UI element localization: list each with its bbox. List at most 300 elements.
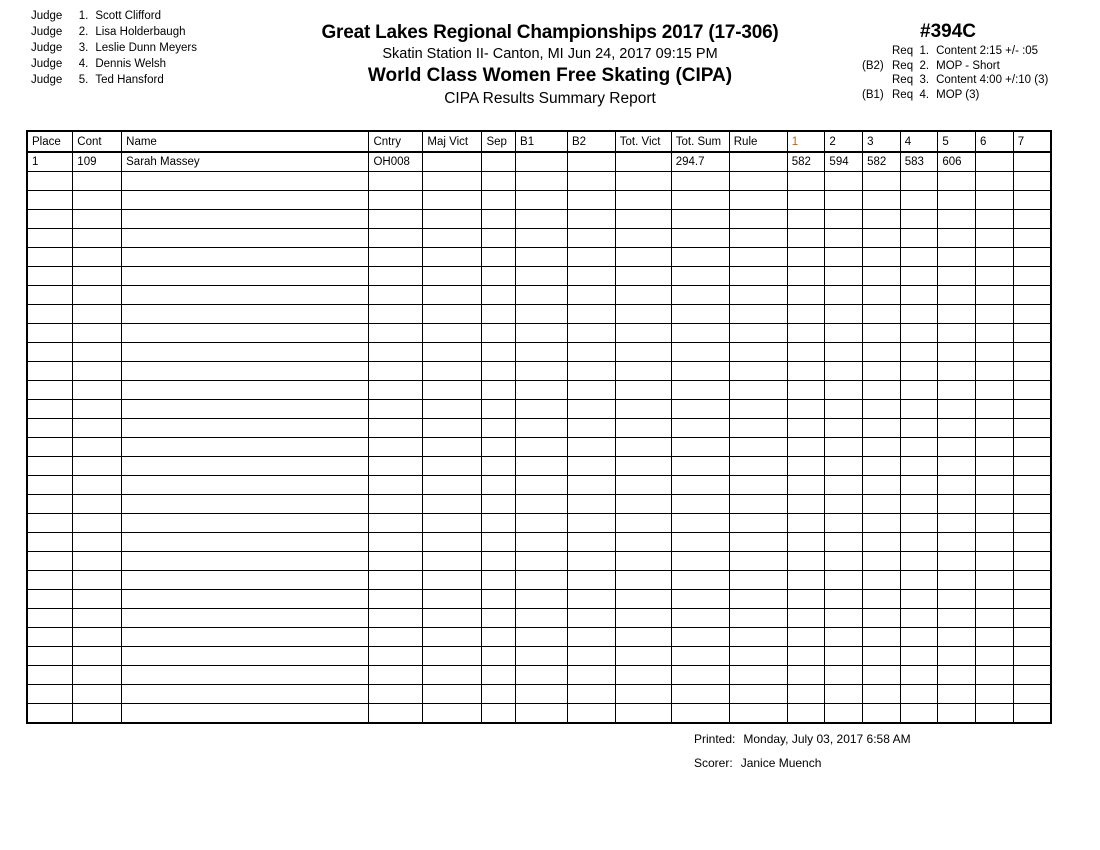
requirement-label: Req [892, 88, 914, 101]
cell-empty [615, 685, 671, 704]
requirement-description: MOP - Short [936, 59, 1000, 72]
cell-empty [122, 476, 369, 495]
cell-empty [671, 685, 729, 704]
cell-empty [863, 571, 901, 590]
cell-empty [423, 609, 482, 628]
cell-empty [516, 552, 568, 571]
cell-empty [729, 666, 787, 685]
cell-empty [900, 305, 938, 324]
cell-empty [516, 476, 568, 495]
cell-empty [73, 343, 122, 362]
table-row-empty[interactable] [27, 267, 1051, 286]
cell-empty [482, 552, 516, 571]
cell-empty [423, 552, 482, 571]
table-row-empty[interactable] [27, 704, 1051, 724]
cell-empty [27, 419, 73, 438]
cell-empty [516, 324, 568, 343]
cell-empty [671, 666, 729, 685]
cell-empty [369, 609, 423, 628]
cell-empty [73, 476, 122, 495]
cell-empty [27, 172, 73, 191]
requirement-label: Req [892, 59, 914, 72]
cell-empty [423, 704, 482, 724]
cell-empty [900, 400, 938, 419]
cell-empty [729, 381, 787, 400]
cell-empty [729, 286, 787, 305]
cell-empty [863, 476, 901, 495]
cell-empty [369, 457, 423, 476]
cell-empty [787, 685, 825, 704]
cell-empty [122, 324, 369, 343]
cell-empty [976, 191, 1014, 210]
cell-empty [73, 267, 122, 286]
table-row-empty[interactable] [27, 552, 1051, 571]
cell-empty [863, 267, 901, 286]
column-header-name: Name [122, 131, 369, 152]
cell-empty [516, 419, 568, 438]
cell-empty [976, 609, 1014, 628]
cell-empty [671, 343, 729, 362]
cell-empty [1013, 685, 1051, 704]
cell-empty [615, 172, 671, 191]
cell-empty [976, 381, 1014, 400]
cell-empty [27, 571, 73, 590]
cell-empty [27, 609, 73, 628]
cell-empty [122, 590, 369, 609]
cell-empty [976, 495, 1014, 514]
table-row-empty[interactable] [27, 419, 1051, 438]
cell-empty [615, 381, 671, 400]
cell-empty [27, 191, 73, 210]
cell-empty [671, 210, 729, 229]
requirement-item [862, 59, 1062, 74]
table-row-empty[interactable] [27, 286, 1051, 305]
cell-empty [567, 457, 615, 476]
cell-empty [938, 381, 976, 400]
cell-empty [73, 704, 122, 724]
table-row[interactable] [27, 152, 1051, 172]
cell-empty [729, 514, 787, 533]
cell-empty [369, 533, 423, 552]
column-header-maj-vict: Maj Vict [423, 131, 482, 152]
cell-empty [567, 324, 615, 343]
cell-empty [863, 419, 901, 438]
cell-empty [825, 457, 863, 476]
cell-b2 [567, 152, 615, 172]
cell-empty [671, 267, 729, 286]
requirement-item [862, 44, 1062, 59]
table-row-empty[interactable] [27, 533, 1051, 552]
cell-maj-vict [423, 152, 482, 172]
cell-judge-5-score: 606 [938, 152, 976, 172]
scorer-label: Scorer: [694, 756, 733, 770]
cell-empty [423, 590, 482, 609]
cell-empty [863, 400, 901, 419]
cell-empty [671, 457, 729, 476]
cell-empty [671, 609, 729, 628]
cell-empty [787, 362, 825, 381]
cell-empty [863, 704, 901, 724]
cell-empty [825, 362, 863, 381]
cell-empty [615, 343, 671, 362]
cell-empty [423, 495, 482, 514]
cell-empty [938, 514, 976, 533]
table-row-empty[interactable] [27, 343, 1051, 362]
cell-empty [787, 210, 825, 229]
cell-empty [825, 172, 863, 191]
cell-empty [729, 571, 787, 590]
cell-empty [976, 628, 1014, 647]
cell-tot-vict [615, 152, 671, 172]
cell-empty [423, 685, 482, 704]
cell-empty [516, 172, 568, 191]
cell-empty [423, 400, 482, 419]
table-row-empty[interactable] [27, 666, 1051, 685]
cell-empty [27, 647, 73, 666]
cell-empty [976, 476, 1014, 495]
cell-empty [825, 210, 863, 229]
cell-empty [900, 362, 938, 381]
cell-empty [567, 305, 615, 324]
cell-sep [482, 152, 516, 172]
cell-empty [122, 647, 369, 666]
printed-label: Printed: [694, 732, 736, 746]
cell-empty [671, 704, 729, 724]
cell-empty [423, 286, 482, 305]
table-row-empty[interactable] [27, 628, 1051, 647]
cell-empty [1013, 476, 1051, 495]
cell-empty [516, 305, 568, 324]
table-row-empty[interactable] [27, 248, 1051, 267]
cell-empty [369, 343, 423, 362]
cell-empty [900, 457, 938, 476]
cell-empty [122, 609, 369, 628]
cell-empty [900, 685, 938, 704]
cell-empty [567, 533, 615, 552]
cell-empty [567, 476, 615, 495]
cell-empty [369, 400, 423, 419]
cell-empty [787, 647, 825, 666]
cell-empty [900, 571, 938, 590]
cell-empty [73, 495, 122, 514]
cell-empty [73, 571, 122, 590]
cell-empty [27, 400, 73, 419]
column-header-b1: B1 [516, 131, 568, 152]
cell-empty [27, 590, 73, 609]
cell-empty [787, 324, 825, 343]
cell-empty [729, 248, 787, 267]
cell-empty [615, 704, 671, 724]
column-header-5: 5 [938, 131, 976, 152]
cell-empty [122, 400, 369, 419]
cell-judge-6-score [976, 152, 1014, 172]
cell-empty [729, 438, 787, 457]
cell-empty [976, 172, 1014, 191]
cell-empty [938, 457, 976, 476]
table-row-empty[interactable] [27, 305, 1051, 324]
cell-empty [122, 438, 369, 457]
cell-empty [482, 267, 516, 286]
requirement-bracket [862, 73, 892, 88]
column-header-1: 1 [787, 131, 825, 152]
cell-empty [938, 685, 976, 704]
table-row-empty[interactable] [27, 229, 1051, 248]
cell-empty [482, 229, 516, 248]
table-row-empty[interactable] [27, 685, 1051, 704]
cell-empty [825, 381, 863, 400]
cell-empty [423, 191, 482, 210]
cell-empty [73, 438, 122, 457]
cell-empty [900, 419, 938, 438]
column-header-rule: Rule [729, 131, 787, 152]
cell-empty [122, 533, 369, 552]
column-header-cont: Cont [73, 131, 122, 152]
cell-empty [1013, 457, 1051, 476]
cell-empty [27, 514, 73, 533]
column-header-place: Place [27, 131, 73, 152]
cell-empty [122, 457, 369, 476]
table-row-empty[interactable] [27, 514, 1051, 533]
cell-empty [1013, 666, 1051, 685]
cell-empty [787, 476, 825, 495]
cell-empty [825, 248, 863, 267]
results-table [26, 130, 1052, 724]
cell-empty [369, 172, 423, 191]
cell-empty [567, 381, 615, 400]
cell-empty [671, 191, 729, 210]
cell-empty [671, 590, 729, 609]
cell-empty [369, 685, 423, 704]
cell-empty [615, 191, 671, 210]
cell-empty [863, 343, 901, 362]
cell-empty [423, 666, 482, 685]
cell-empty [938, 533, 976, 552]
cell-empty [938, 609, 976, 628]
cell-empty [976, 419, 1014, 438]
cell-empty [729, 400, 787, 419]
cell-empty [976, 305, 1014, 324]
cell-empty [516, 248, 568, 267]
table-row-empty[interactable] [27, 495, 1051, 514]
table-row-empty[interactable] [27, 590, 1051, 609]
table-row-empty[interactable] [27, 571, 1051, 590]
cell-empty [73, 229, 122, 248]
table-row-empty[interactable] [27, 172, 1051, 191]
cell-empty [976, 590, 1014, 609]
cell-empty [615, 229, 671, 248]
table-row-empty[interactable] [27, 362, 1051, 381]
cell-empty [900, 704, 938, 724]
cell-empty [482, 286, 516, 305]
cell-empty [73, 628, 122, 647]
cell-empty [369, 571, 423, 590]
cell-empty [787, 704, 825, 724]
cell-empty [900, 286, 938, 305]
cell-empty [122, 704, 369, 724]
table-row-empty[interactable] [27, 438, 1051, 457]
cell-empty [369, 362, 423, 381]
cell-empty [976, 286, 1014, 305]
cell-empty [900, 552, 938, 571]
requirement-description: Content 4:00 +/:10 (3) [936, 74, 1049, 86]
cell-empty [27, 685, 73, 704]
cell-empty [567, 609, 615, 628]
table-row-empty[interactable] [27, 381, 1051, 400]
cell-empty [73, 609, 122, 628]
cell-empty [615, 647, 671, 666]
cell-judge-3-score: 582 [863, 152, 901, 172]
cell-empty [73, 552, 122, 571]
cell-empty [863, 628, 901, 647]
cell-empty [729, 533, 787, 552]
cell-empty [27, 381, 73, 400]
cell-empty [825, 400, 863, 419]
table-row-empty[interactable] [27, 476, 1051, 495]
cell-empty [482, 324, 516, 343]
cell-empty [938, 476, 976, 495]
cell-empty [1013, 210, 1051, 229]
cell-empty [938, 419, 976, 438]
judge-label: Judge [31, 58, 63, 70]
judge-name: Scott Clifford [95, 10, 161, 22]
cell-empty [73, 400, 122, 419]
cell-empty [73, 514, 122, 533]
judge-number: 2. [78, 26, 89, 38]
cell-empty [423, 324, 482, 343]
cell-empty [938, 495, 976, 514]
cell-empty [369, 229, 423, 248]
cell-empty [567, 571, 615, 590]
cell-empty [825, 685, 863, 704]
cell-empty [122, 381, 369, 400]
cell-empty [567, 362, 615, 381]
cell-empty [787, 172, 825, 191]
cell-empty [516, 343, 568, 362]
column-header-2: 2 [825, 131, 863, 152]
cell-empty [671, 305, 729, 324]
table-row-empty[interactable] [27, 647, 1051, 666]
cell-empty [567, 343, 615, 362]
cell-empty [671, 248, 729, 267]
cell-empty [825, 609, 863, 628]
cell-empty [863, 438, 901, 457]
cell-empty [122, 191, 369, 210]
judge-number: 5. [78, 74, 89, 86]
column-header-6: 6 [976, 131, 1014, 152]
cell-empty [729, 343, 787, 362]
cell-empty [615, 476, 671, 495]
cell-empty [976, 210, 1014, 229]
cell-empty [516, 267, 568, 286]
cell-empty [369, 267, 423, 286]
cell-empty [787, 609, 825, 628]
cell-empty [671, 381, 729, 400]
cell-empty [787, 571, 825, 590]
cell-empty [27, 438, 73, 457]
table-row-empty[interactable] [27, 210, 1051, 229]
cell-empty [787, 628, 825, 647]
cell-empty [1013, 343, 1051, 362]
cell-empty [825, 704, 863, 724]
cell-empty [423, 438, 482, 457]
cell-empty [27, 495, 73, 514]
cell-empty [423, 381, 482, 400]
cell-empty [615, 267, 671, 286]
table-row-empty[interactable] [27, 400, 1051, 419]
cell-empty [976, 267, 1014, 286]
cell-empty [369, 590, 423, 609]
requirement-bracket [862, 44, 892, 59]
cell-empty [423, 457, 482, 476]
cell-empty [671, 571, 729, 590]
judge-label: Judge [31, 26, 63, 38]
cell-empty [73, 666, 122, 685]
cell-empty [27, 362, 73, 381]
cell-empty [27, 286, 73, 305]
cell-empty [729, 457, 787, 476]
table-row-empty[interactable] [27, 457, 1051, 476]
cell-empty [482, 666, 516, 685]
cell-empty [863, 362, 901, 381]
cell-empty [482, 343, 516, 362]
cell-empty [938, 172, 976, 191]
cell-empty [369, 495, 423, 514]
cell-empty [825, 628, 863, 647]
cell-empty [938, 210, 976, 229]
cell-empty [73, 191, 122, 210]
cell-empty [671, 172, 729, 191]
requirement-index: 3. [919, 74, 930, 86]
cell-empty [73, 457, 122, 476]
cell-empty [482, 419, 516, 438]
cell-empty [976, 438, 1014, 457]
cell-empty [863, 495, 901, 514]
cell-empty [863, 609, 901, 628]
cell-empty [1013, 400, 1051, 419]
cell-empty [122, 248, 369, 267]
table-row-empty[interactable] [27, 609, 1051, 628]
cell-empty [369, 419, 423, 438]
cell-empty [863, 514, 901, 533]
cell-empty [567, 286, 615, 305]
cell-empty [27, 267, 73, 286]
table-row-empty[interactable] [27, 324, 1051, 343]
cell-empty [482, 400, 516, 419]
cell-empty [482, 514, 516, 533]
cell-empty [482, 457, 516, 476]
cell-empty [369, 514, 423, 533]
cell-empty [482, 191, 516, 210]
cell-empty [423, 647, 482, 666]
cell-empty [900, 172, 938, 191]
judge-name: Ted Hansford [95, 74, 164, 86]
cell-empty [1013, 609, 1051, 628]
cell-empty [938, 191, 976, 210]
cell-empty [900, 628, 938, 647]
cell-empty [122, 685, 369, 704]
cell-empty [27, 552, 73, 571]
cell-empty [27, 704, 73, 724]
cell-empty [787, 514, 825, 533]
cell-empty [976, 647, 1014, 666]
report-footer [694, 727, 1054, 775]
cell-empty [369, 628, 423, 647]
table-row-empty[interactable] [27, 191, 1051, 210]
cell-empty [938, 628, 976, 647]
cell-empty [1013, 647, 1051, 666]
cell-empty [73, 685, 122, 704]
cell-empty [122, 419, 369, 438]
